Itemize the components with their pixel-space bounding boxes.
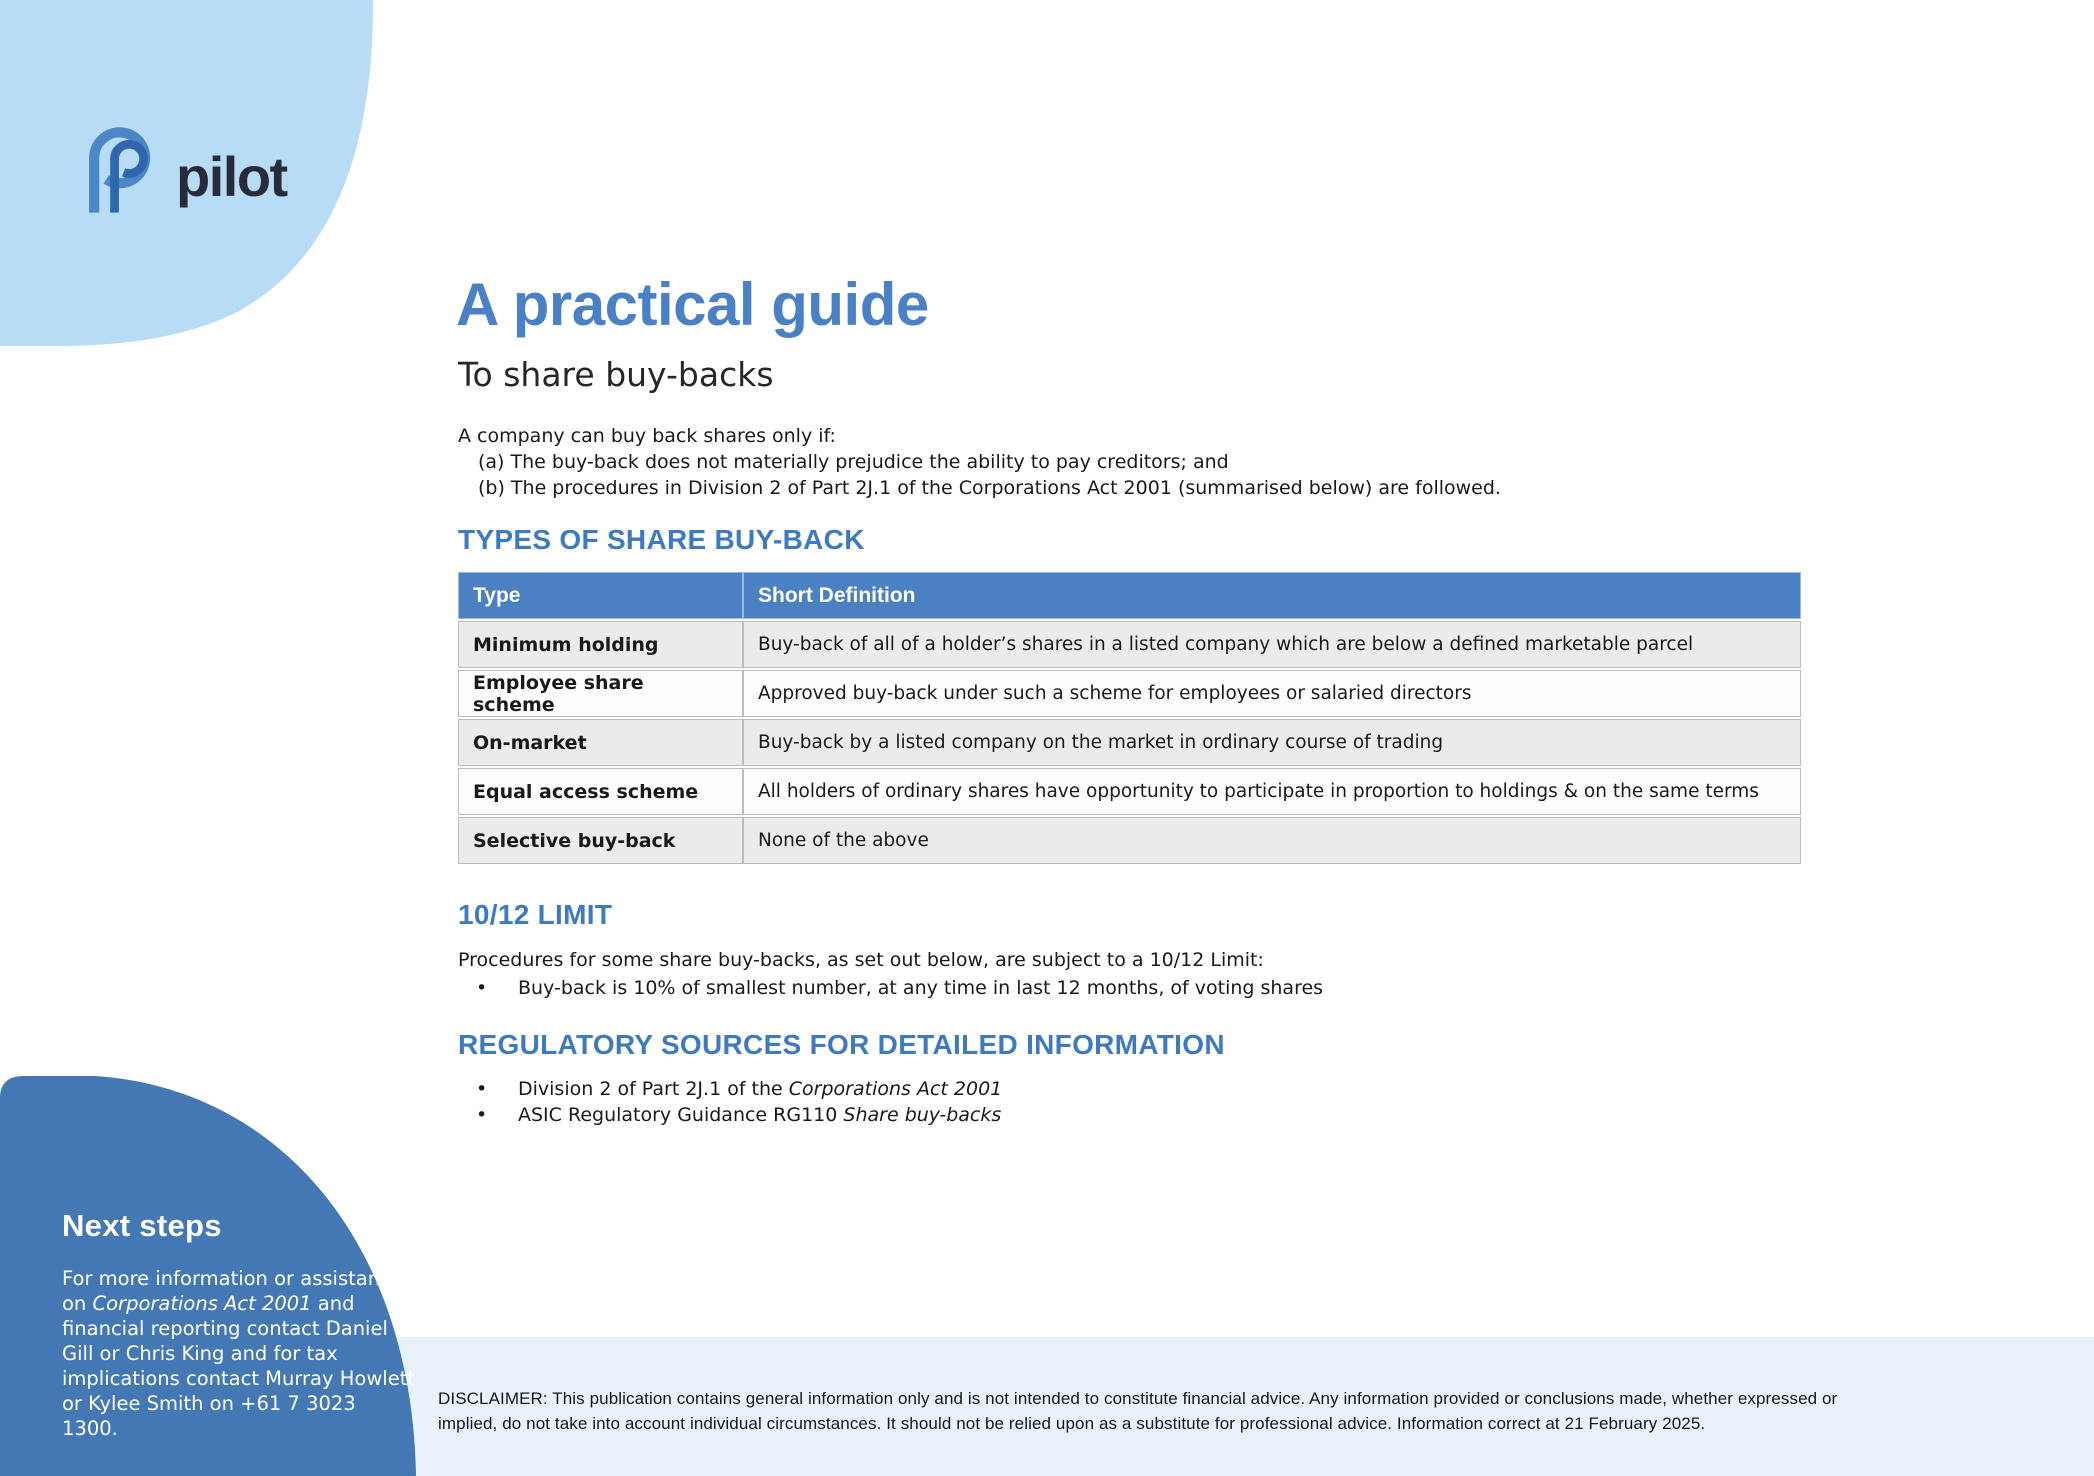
next-steps-body (62, 1266, 416, 1441)
intro-paragraph (458, 423, 1501, 501)
row-type: On-market (458, 719, 743, 766)
section-heading-types: TYPES OF SHARE BUY-BACK (458, 524, 865, 555)
row-type: Minimum holding (458, 621, 743, 668)
disclaimer-text: DISCLAIMER: This publication contains general information only and is not intended to constitute financial advice. Any information provided or conclusions made, whether expressed or implied, do not take into account individual circumstances. It should not be relied upon as a substitute for professional advice. Information correct at 21 February 2025. (438, 1389, 1838, 1433)
pilot-logo (84, 120, 287, 218)
intro-item-a: (a) The buy-back does not materially prejudice the ability to pay creditors; and (478, 451, 1229, 473)
column-header-type: Type (458, 572, 743, 619)
regulatory-bullet-item (470, 1077, 1002, 1102)
table-row (458, 621, 1801, 668)
row-type: Employee share scheme (458, 670, 743, 717)
row-definition: None of the above (743, 817, 1801, 864)
intro-item-b: (b) The procedures in Division 2 of Part 2J.1 of the Corporations Act 2001 (summarised below) are followed. (478, 477, 1501, 499)
limit-bullet-item (470, 976, 1323, 1001)
bullet-icon: • (476, 977, 488, 999)
row-type: Selective buy-back (458, 817, 743, 864)
table-row (458, 768, 1801, 815)
bullet-icon: • (476, 1078, 488, 1100)
bullet-icon: • (476, 1104, 488, 1126)
regulatory-bullet-italic: Share buy-backs (843, 1104, 1002, 1126)
row-definition: All holders of ordinary shares have opportunity to participate in proportion to holdings & on the same terms (743, 768, 1801, 815)
next-steps-text: and financial reporting contact Daniel Gill or Chris King and for tax implications contact Murray Howlett or Kylee Smith on +61 7 3023 1300. (62, 1292, 415, 1440)
next-steps-text: For more information or assistance on (62, 1267, 403, 1315)
next-steps-italic-text: Corporations Act 2001 (92, 1292, 312, 1315)
section-heading-limit: 10/12 LIMIT (458, 899, 613, 930)
regulatory-bullet-italic: Corporations Act 2001 (788, 1078, 1003, 1100)
row-definition: Approved buy-back under such a scheme for employees or salaried directors (743, 670, 1801, 717)
regulatory-bullet-item (470, 1103, 1001, 1128)
regulatory-bullet-text (518, 1103, 1001, 1128)
table-header-row (458, 572, 1801, 619)
regulatory-bullet-text (518, 1077, 1002, 1102)
limit-lead-text: Procedures for some share buy-backs, as set out below, are subject to a 10/12 Limit: (458, 949, 1264, 971)
limit-bullet-text: Buy-back is 10% of smallest number, at any time in last 12 months, of voting shares (518, 977, 1324, 999)
column-header-definition: Short Definition (743, 572, 1801, 619)
intro-lead: A company can buy back shares only if: (458, 425, 836, 447)
row-type: Equal access scheme (458, 768, 743, 815)
table-row (458, 817, 1801, 864)
row-definition: Buy-back by a listed company on the market in ordinary course of trading (743, 719, 1801, 766)
regulatory-bullet-prefix: ASIC Regulatory Guidance RG110 (518, 1104, 844, 1126)
table-row (458, 670, 1801, 717)
next-steps-heading: Next steps (62, 1208, 222, 1243)
buyback-types-table (458, 570, 1801, 866)
row-definition: Buy-back of all of a holder’s shares in a listed company which are below a defined marketable parcel (743, 621, 1801, 668)
pilot-wordmark: pilot (176, 144, 287, 208)
page-title: A practical guide (456, 271, 929, 338)
section-heading-regulatory: REGULATORY SOURCES FOR DETAILED INFORMATION (458, 1029, 1225, 1060)
pilot-logo-icon (84, 120, 164, 218)
regulatory-bullet-prefix: Division 2 of Part 2J.1 of the (518, 1078, 789, 1100)
page-subtitle: To share buy-backs (458, 355, 774, 394)
table-row (458, 719, 1801, 766)
